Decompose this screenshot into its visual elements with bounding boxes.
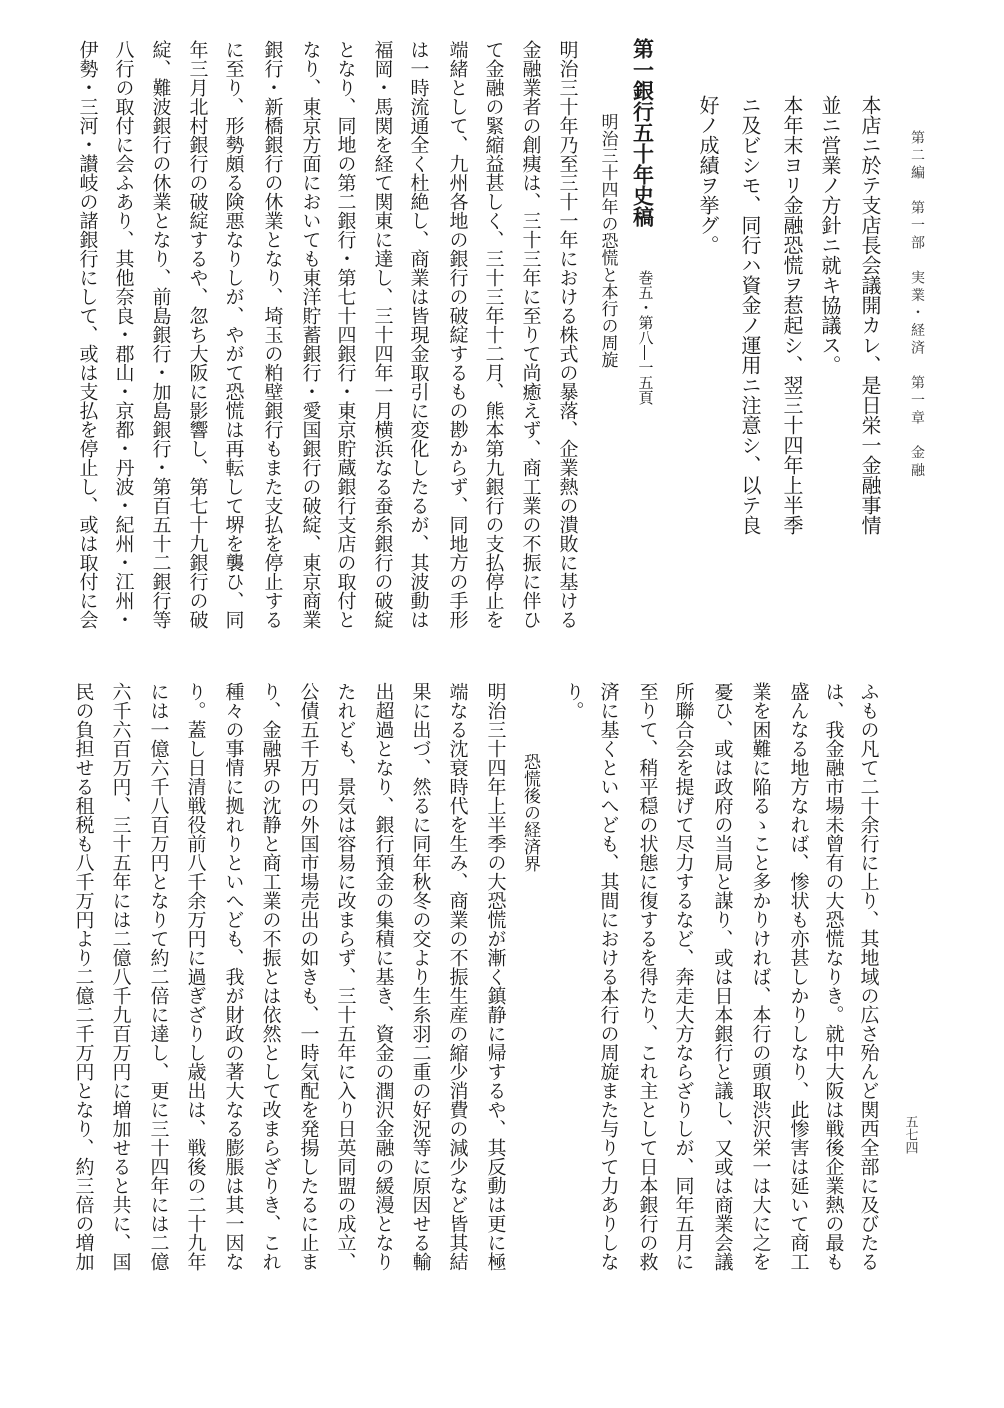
body-line: なり、東京方面においても東洋貯蓄銀行・愛国銀行の破綻、東京商業 [299,40,322,629]
body-line: 端なる沈衰時代を生み、商業の不振生産の縮少消費の減少など皆其結 [446,682,469,1271]
entry-line: 本店ニ於テ支店長会議開カレ、是日栄一金融事情 [858,95,882,535]
entry-line: 本年末ヨリ金融恐慌ヲ惹起シ、翌三十四年上半季 [780,95,804,535]
body-line: となり、同地の第二銀行・第七十四銀行・東京貯蔵銀行支店の取付と [334,40,357,629]
body-line: て金融の緊縮益甚しく、三十三年十二月、熊本第九銀行の支払停止を [482,40,505,629]
source-title: 第一銀行五十年史稿 [630,38,656,227]
body-line: 銀行・新橋銀行の休業となり、埼玉の粕壁銀行もまた支払を停止する [261,40,284,629]
source-subtitle: 明治三十四年の恐慌と本行の周旋 [597,113,618,368]
body-line: に至り、形勢頗る険悪なりしが、やがて恐慌は再転して堺を襲ひ、同 [222,40,245,629]
body-line: たれども、景気は容易に改まらず、三十五年に入り日英同盟の成立、 [334,682,357,1271]
body-line: は、我金融市場未曾有の大恐慌なりき。就中大阪は戦後企業熱の最も [822,682,845,1271]
body-line: 六千六百万円、三十五年には二億八千九百万円に増加せると共に、国 [109,682,132,1271]
body-line: には一億六千八百万円となりて約二倍に達し、更に三十四年には二億 [147,682,170,1271]
body-line: 端緒として、九州各地の銀行の破綻するもの尠からず、同地方の手形 [446,40,469,629]
body-line: 明治三十四年上半季の大恐慌が漸く鎮静に帰するや、其反動は更に極 [484,682,507,1271]
body-line: 福岡・馬関を経て関東に達し、三十四年一月横浜なる蚕糸銀行の破綻 [371,40,394,629]
page-number: 五七四 [902,1115,918,1154]
body-line: 綻、難波銀行の休業となり、前島銀行・加島銀行・第百五十二銀行等 [149,40,172,629]
body-line: 憂ひ、或は政府の当局と謀り、或は日本銀行と議し、又或は商業会議 [711,682,734,1271]
body-line: 出超過となり、銀行預金の集積に基き、資金の潤沢金融の緩漫となり [372,682,395,1271]
body-line: は一時流通全く杜絶し、商業は皆現金取引に変化したるが、其波動は [407,40,430,629]
body-line: 年三月北村銀行の破綻するや、忽ち大阪に影響し、第七十九銀行の破 [186,40,209,629]
body-line: 所聯合会を提げて尽力するなど、奔走大方ならざりしが、同年五月に [672,682,695,1271]
body-line: 業を困難に陥るゝこと多かりければ、本行の頭取渋沢栄一は大に之を [749,682,772,1271]
entry-line: ニ及ビシモ、同行ハ資金ノ運用ニ注意シ、以テ良 [738,95,762,535]
body-line: り。 [562,682,585,720]
body-line: 金融業者の創痍は、三十三年に至りて尚癒えず、商工業の不振に伴ひ [519,40,542,629]
body-line: り、金融界の沈静と商工業の不振とは依然として改まらざりき、これ [259,682,282,1271]
body-line: 済に基くといへども、其間における本行の周旋また与りて力ありしな [597,682,620,1271]
running-head: 第二編 第一部 実業・経済 第一章 金融 [909,130,925,480]
section-heading: 恐慌後の経済界 [520,753,540,872]
body-line: り。蓋し日清戦役前八千余万円に過ぎざりし歳出は、戦後の二十九年 [184,682,207,1271]
body-line: 果に出づ、然るに同年秋冬の交より生糸羽二重の好況等に原因せる輸 [409,682,432,1271]
body-line: 公債五千万円の外国市場売出の如きも、一時気配を発揚したるに止ま [297,682,320,1271]
body-line: 八行の取付に会ふあり、其他奈良・郡山・京都・丹波・紀州・江州・ [112,40,135,629]
body-line: 伊勢・三河・讃岐の諸銀行にして、或は支払を停止し、或は取付に会 [76,40,99,629]
body-line: 民の負担せる租税も八千万円より二億二千万円となり、約三倍の増加 [72,682,95,1271]
source-reference: 巻五・第八―一五頁 [636,270,655,405]
body-line: 明治三十年乃至三十一年における株式の暴落、企業熱の潰敗に基ける [556,40,579,629]
entry-line: 並ニ営業ノ方針ニ就キ協議ス。 [818,95,842,375]
body-line: 盛んなる地方なれば、惨状も亦甚しかりしなり、此惨害は延いて商工 [787,682,810,1271]
body-line: 至りて、稍平穏の状態に復するを得たり、これ主として日本銀行の救 [636,682,659,1271]
body-line: ふもの凡て二十余行に上り、其地域の広さ殆んど関西全部に及びたる [857,682,880,1271]
body-line: 種々の事情に拠れりといへども、我が財政の著大なる膨脹は其一因な [222,682,245,1271]
entry-line: 好ノ成績ヲ挙グ。 [696,95,720,255]
